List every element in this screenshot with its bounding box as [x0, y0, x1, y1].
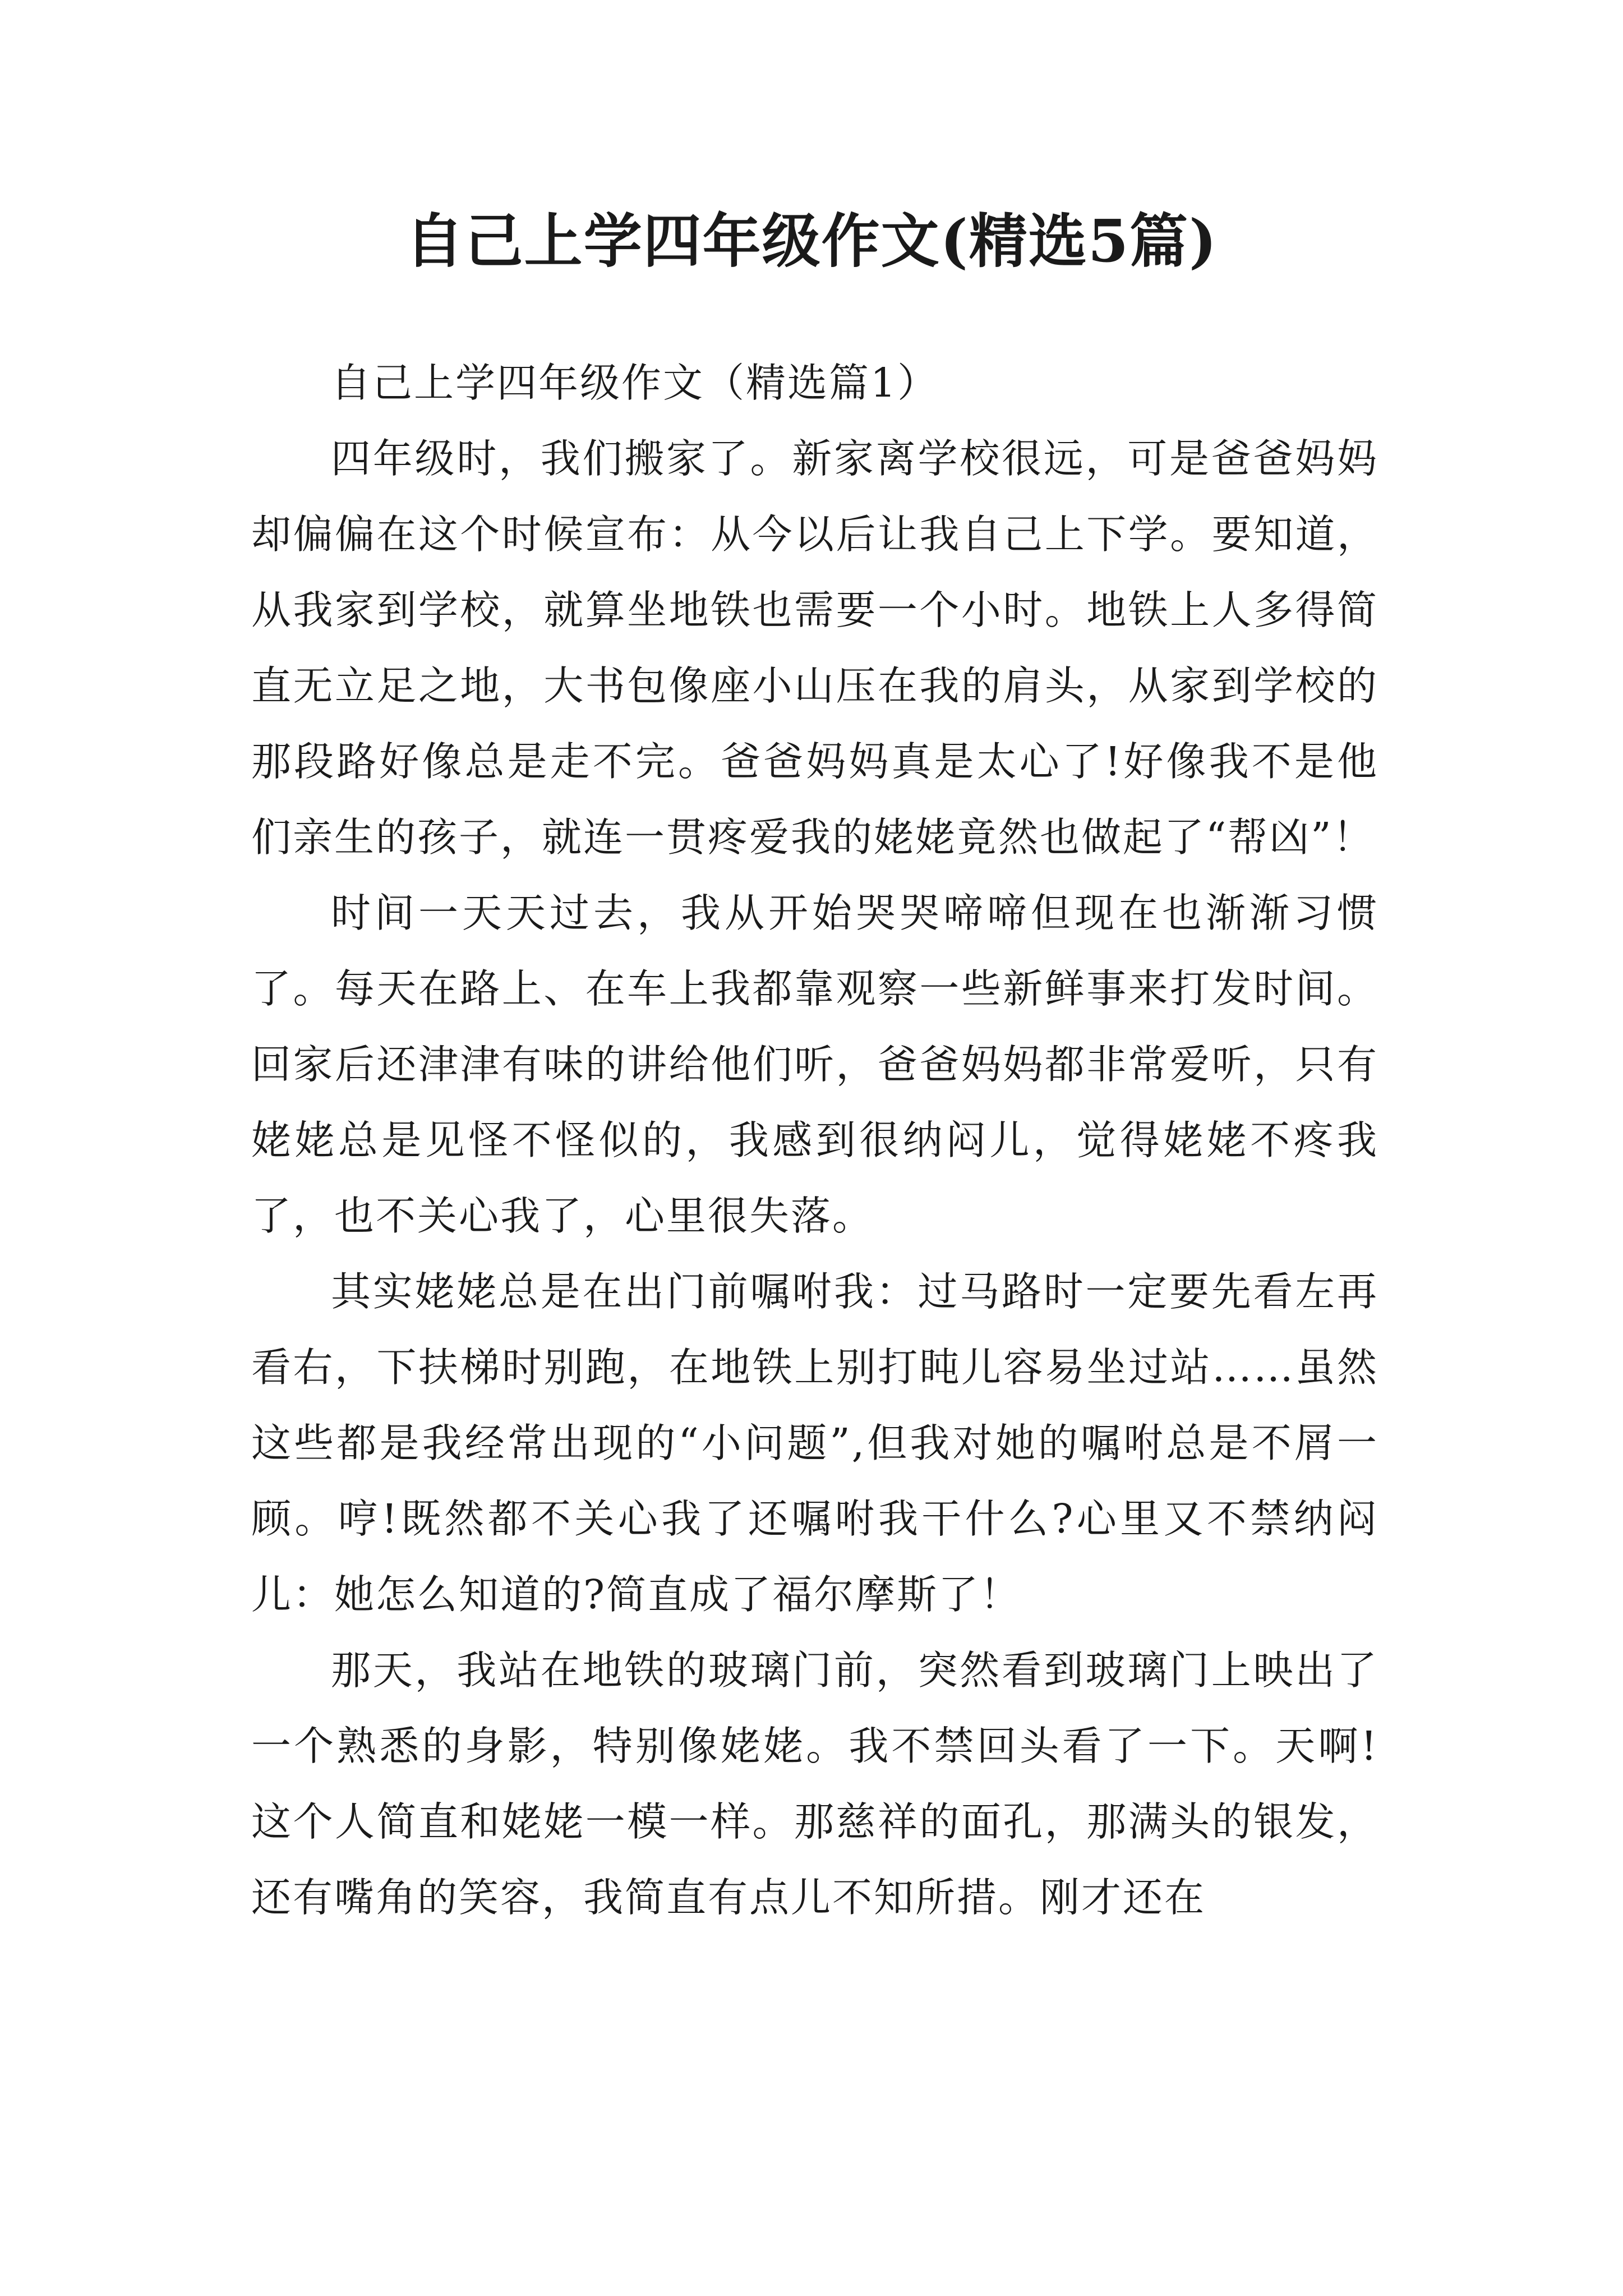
paragraph: 时间一天天过去，我从开始哭哭啼啼但现在也渐渐习惯了。每天在路上、在车上我都靠观察一些新鲜事来打发时间。回家后还津津有味的讲给他们听，爸爸妈妈都非常爱听，只有姥姥总是见怪不怪似的，我感到很纳闷儿，觉得姥姥不疼我了，也不关心我了，心里很失落。 [251, 890, 1378, 1239]
paragraph: 那天，我站在地铁的玻璃门前，突然看到玻璃门上映出了一个熟悉的身影，特别像姥姥。我不禁回头看了一下。天啊!这个人简直和姥姥一模一样。那慈祥的面孔，那满头的银发，还有嘴角的笑容，我简直有点儿不知所措。刚才还在 [251, 1647, 1378, 1921]
paragraph: 其实姥姥总是在出门前嘱咐我：过马路时一定要先看左再看右，下扶梯时别跑，在地铁上别打盹儿容易坐过站……虽然这些都是我经常出现的“小问题”,但我对她的嘱咐总是不屑一顾。哼!既然都不关心我了还嘱咐我干什么?心里又不禁纳闷儿：她怎么知道的?简直成了福尔摩斯了！ [251, 1268, 1378, 1618]
paragraph: 四年级时，我们搬家了。新家离学校很远，可是爸爸妈妈却偏偏在这个时候宣布：从今以后让我自己上下学。要知道，从我家到学校，就算坐地铁也需要一个小时。地铁上人多得简直无立足之地，大书包像座小山压在我的肩头，从家到学校的那段路好像总是走不完。爸爸妈妈真是太心了!好像我不是他们亲生的孩子，就连一贯疼爱我的姥姥竟然也做起了“帮凶”！ [251, 435, 1378, 861]
section-heading: 自己上学四年级作文（精选篇1） [331, 360, 939, 406]
document-title: 自己上学四年级作文(精选5篇) [405, 206, 1218, 275]
document-body [251, 345, 1378, 1935]
